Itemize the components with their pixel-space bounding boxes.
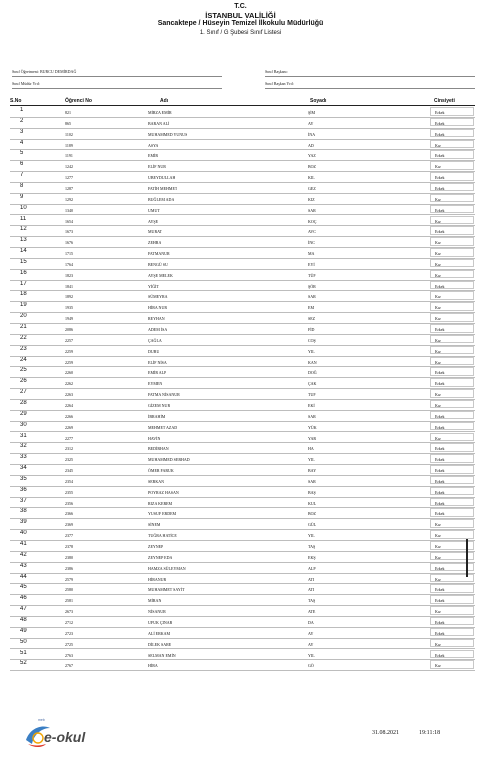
row-sno: 3 (20, 128, 24, 135)
row-name: BEDİRHAN (148, 446, 169, 452)
row-gender: Kız (435, 402, 441, 408)
row-surname: KOÇ (308, 218, 317, 224)
row-surname: BOZ (308, 511, 316, 517)
row-surname: MA (308, 251, 315, 257)
row-surname: KIZ (308, 196, 315, 202)
row-student-no: 2264 (65, 402, 73, 408)
row-name: DURU (148, 348, 160, 354)
row-name: RIZA KEREM (148, 500, 173, 506)
row-gender: Erkek (435, 598, 445, 604)
row-name: SERKAN (148, 478, 165, 484)
row-surname: EKŞ (308, 554, 316, 560)
row-sno: 1 (20, 107, 24, 113)
row-gender: Erkek (435, 565, 445, 571)
row-student-no: 2356 (65, 500, 73, 506)
row-gender: Kız (435, 240, 441, 246)
row-name: ADEM İSA (148, 327, 168, 332)
row-gender: Kız (435, 544, 441, 549)
row-surname: AY (308, 641, 314, 647)
row-name: HAVİN (148, 435, 161, 441)
meta-teacher: Sınıf Öğretmeni: BURCU DEMİRDAĞ (12, 69, 77, 74)
row-sno: 8 (20, 182, 24, 189)
row-gender: Erkek (435, 207, 445, 213)
row-sno: 18 (20, 291, 27, 298)
row-gender: Kız (435, 554, 441, 560)
row-surname: ŞÖR (308, 283, 316, 289)
row-student-no: 1287 (65, 185, 73, 191)
row-name: MUHAMMET SAYİT (148, 587, 185, 593)
meta-vice: Sınıf Müdür Yrd: (12, 81, 40, 86)
row-gender: Erkek (435, 283, 445, 289)
row-student-no: 1841 (65, 283, 73, 289)
row-name: ASYA (148, 142, 159, 148)
row-student-no: 1715 (65, 251, 73, 257)
row-student-no: 2086 (65, 327, 73, 332)
table-row (10, 659, 475, 671)
row-student-no: 1654 (65, 218, 73, 224)
row-gender: Erkek (435, 457, 445, 463)
row-sno: 39 (20, 519, 27, 526)
row-name: FATİH MEHMET (148, 185, 178, 191)
row-gender: Kız (435, 218, 441, 224)
row-surname: SAR (308, 413, 316, 419)
row-student-no: 2259 (65, 348, 73, 354)
row-name: ÖMER FARUK (148, 468, 174, 474)
row-surname: GEZ (308, 185, 316, 191)
row-name: AYŞE (148, 218, 159, 224)
row-sno: 45 (20, 584, 27, 591)
row-student-no: 2269 (65, 424, 73, 430)
row-student-no: 2579 (65, 576, 73, 582)
row-student-no: 1949 (65, 316, 73, 322)
row-student-no: 2260 (65, 370, 73, 376)
row-gender: Kız (435, 305, 441, 311)
row-sno: 24 (20, 356, 27, 363)
row-name: UFUK ÇINAR (148, 619, 173, 625)
row-sno: 36 (20, 486, 27, 493)
row-sno: 49 (20, 627, 27, 634)
row-surname: GÖ (308, 663, 314, 669)
row-sno: 5 (20, 150, 24, 157)
row-student-no: 2355 (65, 489, 73, 495)
row-surname: TUF (308, 392, 316, 398)
row-gender: Erkek (435, 446, 445, 452)
row-gender: Erkek (435, 413, 445, 419)
row-gender: Kız (435, 533, 441, 539)
row-surname: HA (308, 446, 314, 452)
row-gender: Kız (435, 641, 441, 647)
row-sno: 38 (20, 508, 27, 515)
row-name: ZEHRA (148, 240, 162, 246)
row-sno: 15 (20, 258, 27, 265)
row-surname: FİD (308, 327, 315, 332)
row-gender: Erkek (435, 185, 445, 191)
row-gender: Erkek (435, 500, 445, 506)
row-name: YUSUF ERDEM (148, 511, 177, 517)
row-surname: ATE (308, 609, 316, 615)
row-gender: Erkek (435, 468, 445, 474)
row-sno: 4 (20, 139, 24, 146)
row-gender: Erkek (435, 120, 445, 126)
row-name: BARAN ALİ (148, 120, 170, 126)
row-sno: 6 (20, 161, 24, 168)
row-student-no: 2723 (65, 630, 73, 636)
row-surname: YAR (308, 435, 317, 441)
row-gender: Erkek (435, 478, 445, 484)
row-surname: EYİ (308, 261, 315, 267)
row-surname: DOĞ (308, 370, 317, 376)
row-surname: GÜL (308, 522, 317, 528)
meb-label: meb (38, 718, 45, 722)
row-surname: YIL (308, 533, 315, 539)
row-sno: 16 (20, 269, 27, 276)
row-sno: 17 (20, 280, 27, 287)
row-sno: 26 (20, 378, 27, 385)
row-student-no: 2377 (65, 533, 73, 539)
row-name: GİZEM NUR (148, 402, 171, 408)
row-student-no: 2366 (65, 511, 73, 517)
row-gender: Erkek (435, 587, 445, 593)
row-surname: BAY (308, 468, 317, 474)
row-gender: Kız (435, 272, 441, 278)
row-sno: 48 (20, 616, 27, 623)
row-student-no: 865 (65, 120, 71, 126)
row-student-no: 1191 (65, 153, 73, 159)
row-name: ZEYNEP (148, 544, 164, 549)
row-student-no: 2767 (65, 663, 73, 669)
row-name: SÜMEYRA (148, 294, 168, 300)
row-sno: 20 (20, 313, 27, 320)
row-student-no: 2257 (65, 337, 73, 343)
row-gender: Kız (435, 164, 441, 170)
meta-president: Sınıf Başkanı: (265, 69, 288, 74)
col-sno: S.No (10, 98, 22, 104)
row-sno: 34 (20, 465, 27, 472)
row-gender: Erkek (435, 424, 445, 430)
meta-divider (265, 88, 475, 89)
row-gender: Erkek (435, 110, 445, 115)
row-sno: 28 (20, 399, 27, 406)
row-gender: Kız (435, 294, 441, 300)
row-student-no: 2312 (65, 446, 73, 452)
row-name: ELİF NİSA (148, 359, 167, 365)
row-name: EMİR ALP (148, 370, 167, 376)
row-student-no: 1277 (65, 175, 73, 181)
row-name: EMİR (148, 153, 158, 159)
row-surname: DA (308, 619, 314, 625)
row-student-no: 2259 (65, 359, 73, 365)
row-name: REYHAN (148, 316, 165, 322)
row-sno: 52 (20, 660, 27, 667)
row-gender: Kız (435, 663, 441, 669)
row-student-no: 1292 (65, 196, 73, 202)
row-surname: YIL (308, 348, 315, 354)
row-sno: 10 (20, 204, 27, 211)
row-name: ZEYNEP EDA (148, 554, 173, 560)
row-name: DİLEK SARE (148, 641, 172, 647)
row-student-no: 1892 (65, 294, 73, 300)
row-name: HAMZA SÜLEYMAN (148, 565, 186, 571)
row-surname: EKİ (308, 402, 315, 408)
print-date: 31.08.2021 (372, 730, 399, 736)
row-sno: 27 (20, 389, 27, 396)
row-name: HİRANUR (148, 576, 167, 582)
row-name: MURAT (148, 229, 163, 235)
row-student-no: 1673 (65, 229, 73, 235)
row-name: ELİF NUR (148, 164, 166, 170)
row-sno: 33 (20, 454, 27, 461)
row-gender: Kız (435, 251, 441, 257)
row-name: MİRAN (148, 598, 162, 604)
row-surname: SAR (308, 294, 316, 300)
row-student-no: 2266 (65, 413, 73, 419)
row-surname: KUL (308, 500, 317, 506)
row-name: MİRZA EMİR (148, 110, 172, 115)
row-surname: BAŞ (308, 489, 316, 495)
row-student-no: 821 (65, 110, 71, 115)
row-name: SELMAN EMİN (148, 652, 176, 658)
row-surname: SAR (308, 207, 316, 213)
row-gender: Kız (435, 435, 441, 441)
row-surname: YIL (308, 652, 315, 658)
col-surname: Soyadı (310, 98, 327, 104)
row-gender: Erkek (435, 229, 445, 235)
row-student-no: 1676 (65, 240, 73, 246)
row-student-no: 2345 (65, 468, 73, 474)
row-surname: TÜF (308, 272, 316, 278)
col-name: Adı (160, 98, 169, 104)
meta-divider (12, 88, 222, 89)
meta-divider (265, 76, 475, 77)
row-sno: 19 (20, 302, 27, 309)
row-student-no: 1935 (65, 305, 73, 311)
row-name: UBEYDULLAH (148, 175, 176, 181)
row-name: ÇAĞLA (148, 337, 162, 343)
row-name: SİNEM (148, 522, 161, 528)
row-surname: COŞ (308, 337, 316, 343)
row-gender: Erkek (435, 153, 445, 159)
row-surname: KAN (308, 359, 317, 365)
row-name: HİRA NUR (148, 305, 168, 311)
row-surname: ŞİM (308, 110, 316, 115)
row-surname: TAŞ (308, 544, 316, 549)
row-surname: YAZ (308, 153, 316, 159)
row-surname: KIL (308, 175, 315, 181)
meta-vice-president: Sınıf Başkan Yrd: (265, 81, 294, 86)
row-surname: EM (308, 305, 314, 311)
row-name: FATMANUR (148, 251, 170, 257)
eokul-label: e-okul (44, 729, 86, 745)
row-sno: 14 (20, 248, 27, 255)
row-gender: Kız (435, 337, 441, 343)
row-student-no: 2763 (65, 652, 73, 658)
row-sno: 50 (20, 638, 27, 645)
row-gender: Kız (435, 609, 441, 615)
row-name: EYMEN (148, 381, 163, 387)
row-student-no: 2277 (65, 435, 73, 441)
row-name: MUHAMMED YUNUS (148, 131, 188, 137)
header-school: Sancaktepe / Hüseyin Temizel İlkokulu Müdürlüğü (157, 20, 324, 27)
row-sno: 7 (20, 172, 24, 179)
row-gender: Erkek (435, 489, 445, 495)
row-surname: AY (308, 120, 314, 126)
row-student-no: 1102 (65, 131, 73, 137)
row-gender: Kız (435, 576, 441, 582)
row-gender: Kız (435, 392, 441, 398)
row-gender: Erkek (435, 619, 445, 625)
row-gender: Kız (435, 359, 441, 365)
row-surname: TAŞ (308, 598, 316, 604)
row-sno: 35 (20, 475, 27, 482)
row-student-no: 2380 (65, 554, 73, 560)
row-gender: Erkek (435, 511, 445, 517)
row-student-no: 1764 (65, 261, 73, 267)
row-sno: 31 (20, 432, 27, 439)
row-surname: ÇAK (308, 381, 317, 387)
row-name: MUHAMMED SERHAD (148, 457, 190, 463)
row-name: UMUT (148, 207, 160, 213)
row-sno: 9 (20, 193, 24, 200)
row-name: TUĞRA HATİCE (148, 533, 177, 539)
row-gender: Kız (435, 348, 441, 354)
row-surname: SAR (308, 478, 316, 484)
row-gender: Erkek (435, 381, 445, 387)
row-gender: Erkek (435, 131, 445, 137)
row-name: NİSANUR (148, 609, 166, 615)
row-name: BENGÜ SU (148, 261, 168, 267)
table-header (10, 96, 475, 106)
row-gender: Erkek (435, 652, 445, 658)
row-student-no: 2581 (65, 598, 73, 604)
row-surname: AVC (308, 229, 316, 235)
row-student-no: 2725 (65, 641, 73, 647)
row-surname: SEZ (308, 316, 316, 322)
row-student-no: 2386 (65, 565, 73, 571)
row-surname: AD (308, 142, 314, 148)
header-governorship: İSTANBUL VALİLİĞİ (205, 11, 276, 20)
row-sno: 42 (20, 551, 27, 558)
row-name: HİRA (148, 663, 158, 669)
row-student-no: 2262 (65, 381, 73, 387)
row-surname: ATI (308, 576, 315, 582)
row-name: AYŞE MELEK (148, 272, 173, 278)
row-gender: Erkek (435, 175, 445, 181)
col-gender: Cinsiyeti (434, 98, 455, 104)
header-class-list-title: 1. Sınıf / G Şubesi Sınıf Listesi (199, 30, 282, 36)
row-student-no: 2378 (65, 544, 73, 549)
row-student-no: 2354 (65, 478, 73, 484)
row-gender: Kız (435, 142, 441, 148)
row-student-no: 2325 (65, 457, 73, 463)
row-surname: YÜK (308, 424, 317, 430)
row-surname: YIL (308, 457, 315, 463)
row-student-no: 1823 (65, 272, 73, 278)
row-sno: 43 (20, 562, 27, 569)
row-gender: Kız (435, 522, 441, 528)
row-sno: 37 (20, 497, 27, 504)
row-student-no: 2580 (65, 587, 73, 593)
header-tc: T.C. (234, 3, 247, 10)
meta-divider (12, 76, 222, 77)
row-student-no: 1340 (65, 207, 73, 213)
row-gender: Erkek (435, 370, 445, 376)
row-gender: Erkek (435, 327, 445, 332)
row-gender: Kız (435, 261, 441, 267)
row-student-no: 2673 (65, 609, 73, 615)
row-sno: 21 (20, 324, 27, 330)
row-student-no: 1189 (65, 142, 73, 148)
row-gender: Erkek (435, 630, 445, 636)
row-student-no: 2263 (65, 392, 73, 398)
row-surname: İNC (308, 240, 315, 246)
row-sno: 12 (20, 226, 27, 233)
row-name: POYRAZ HASAN (148, 489, 179, 495)
row-sno: 13 (20, 237, 27, 244)
row-sno: 30 (20, 421, 27, 428)
row-sno: 2 (20, 117, 24, 124)
row-name: ALİ ERKAM (148, 630, 171, 636)
row-sno: 11 (20, 215, 27, 222)
row-sno: 23 (20, 345, 27, 352)
row-student-no: 2369 (65, 522, 73, 528)
row-sno: 29 (20, 410, 27, 417)
row-name: BUĞLEM ADA (148, 196, 175, 202)
row-sno: 41 (20, 541, 27, 547)
row-surname: ATI (308, 587, 315, 593)
col-student-no: Öğrenci No (65, 98, 92, 104)
row-sno: 47 (20, 606, 27, 613)
row-sno: 22 (20, 334, 27, 341)
print-time: 19:11:18 (419, 730, 441, 736)
row-name: YİĞİT (148, 283, 159, 289)
row-name: MEHMET AZAD (148, 424, 178, 430)
row-gender: Kız (435, 316, 441, 322)
row-sno: 25 (20, 367, 27, 374)
row-sno: 51 (20, 649, 27, 656)
row-sno: 44 (20, 573, 27, 580)
row-student-no: 2712 (65, 619, 73, 625)
row-surname: AY (308, 630, 314, 636)
row-gender: Kız (435, 196, 441, 202)
row-sno: 46 (20, 595, 27, 602)
row-name: İBRAHİM (148, 413, 166, 419)
row-surname: İNA (308, 131, 316, 137)
row-name: FATMA NİSANUR (148, 392, 180, 398)
row-sno: 32 (20, 443, 27, 450)
row-sno: 40 (20, 530, 27, 537)
scroll-mark (466, 539, 468, 577)
row-surname: BOZ (308, 164, 316, 170)
row-surname: ALP (308, 565, 316, 571)
row-student-no: 1242 (65, 164, 73, 170)
